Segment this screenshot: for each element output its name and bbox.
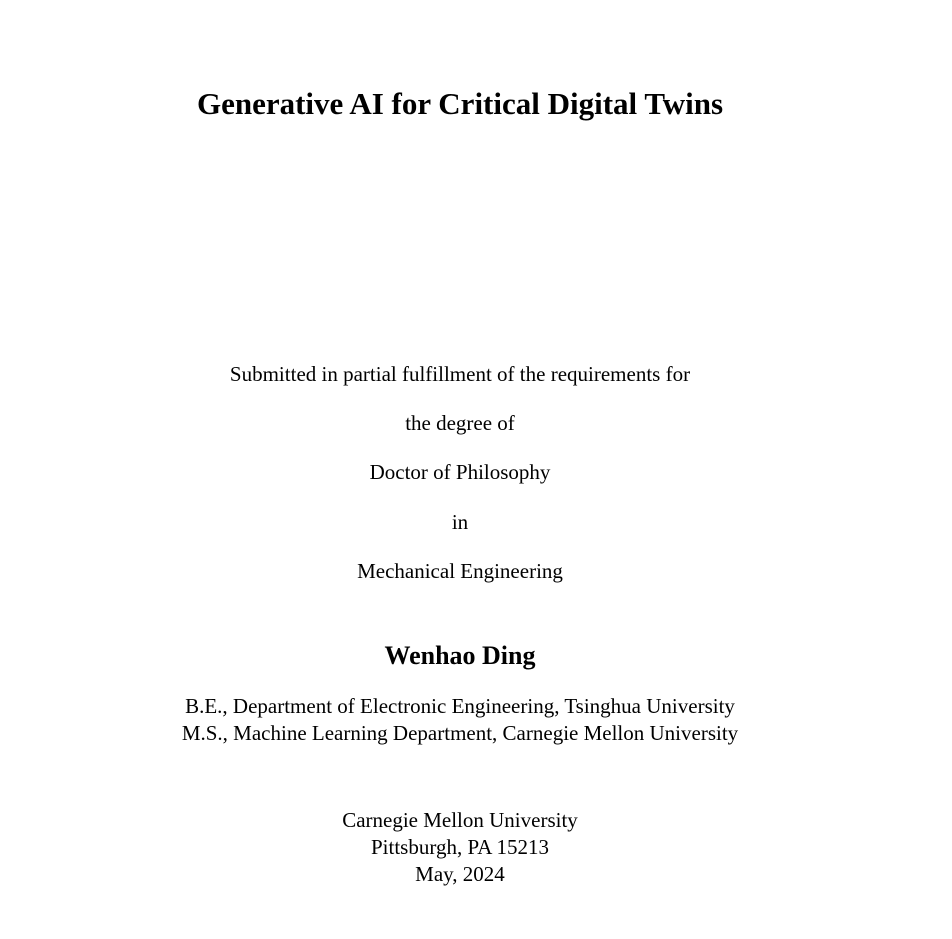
- field-of-study: Mechanical Engineering: [357, 559, 563, 583]
- author-name: Wenhao Ding: [384, 641, 536, 670]
- institution-location: Pittsburgh, PA 15213: [371, 835, 549, 859]
- in-text: in: [451, 510, 469, 534]
- document-title: Generative AI for Critical Digital Twins: [196, 86, 724, 121]
- degree-name: Doctor of Philosophy: [369, 460, 551, 484]
- submission-statement: Submitted in partial fulfillment of the requirements for: [229, 362, 691, 386]
- institution-name: Carnegie Mellon University: [342, 808, 578, 832]
- prior-degree-be: B.E., Department of Electronic Engineering, Tsinghua University: [185, 694, 735, 718]
- submission-date: May, 2024: [415, 862, 505, 886]
- prior-degree-ms: M.S., Machine Learning Department, Carnegie Mellon University: [181, 721, 739, 745]
- degree-of-text: the degree of: [405, 411, 515, 435]
